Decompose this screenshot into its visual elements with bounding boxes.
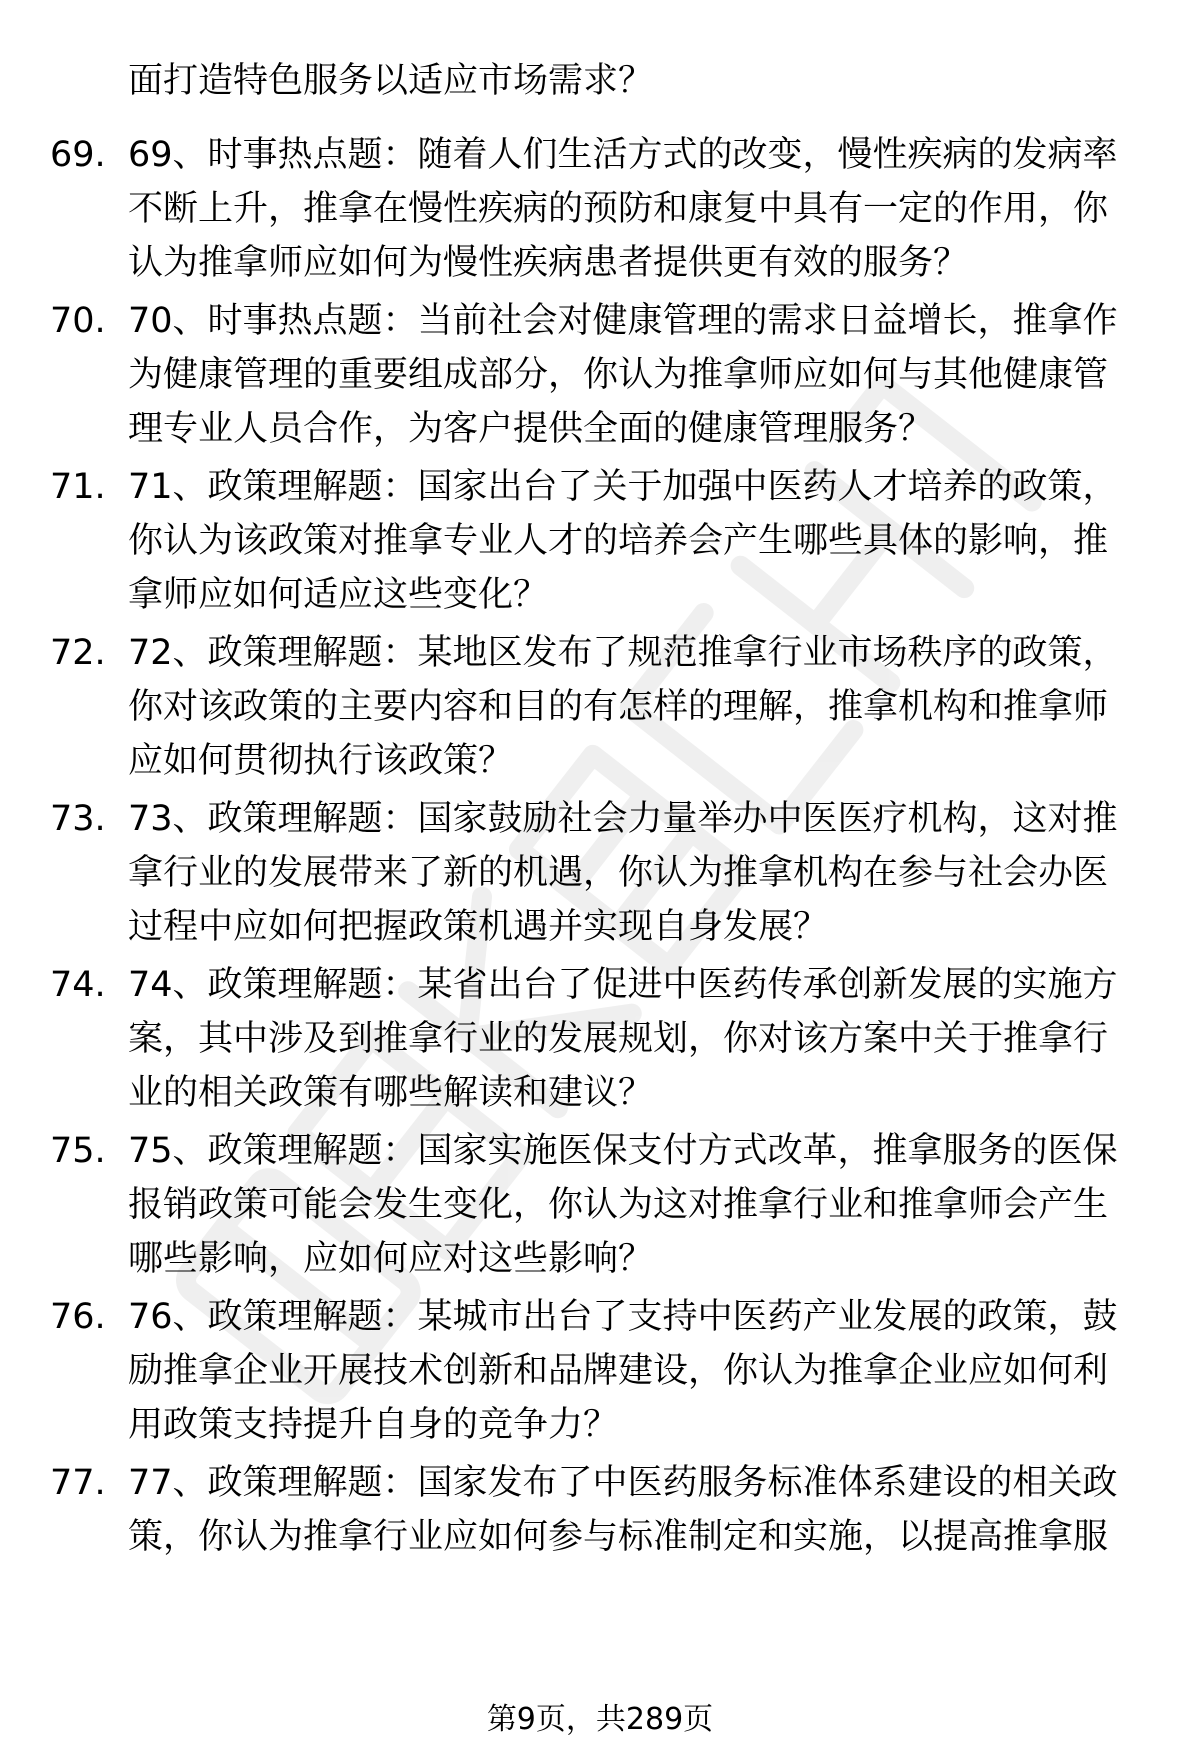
question-text [128, 294, 1148, 456]
continuation-line: 面打造特色服务以适应市场需求？ [128, 61, 654, 101]
question-text [128, 792, 1148, 954]
question-line: 拿师应如何适应这些变化？ [128, 575, 549, 615]
question-text [128, 1456, 1148, 1564]
question-line: 你认为该政策对推拿专业人才的培养会产生哪些具体的影响，推 [128, 521, 1109, 561]
question-number: 75. [50, 1131, 106, 1171]
question-line: 为健康管理的重要组成部分，你认为推拿师应如何与其他健康管 [128, 355, 1109, 395]
question-line: 你对该政策的主要内容和目的有怎样的理解，推拿机构和推拿师 [128, 687, 1109, 727]
question-line: 72、政策理解题：某地区发布了规范推拿行业市场秩序的政策， [128, 633, 1118, 673]
question-number: 70. [50, 301, 106, 341]
question-line: 73、政策理解题：国家鼓励社会力量举办中医医疗机构，这对推 [128, 799, 1118, 839]
question-line: 策，你认为推拿行业应如何参与标准制定和实施，以提高推拿服 [128, 1517, 1109, 1557]
question-line: 过程中应如何把握政策机遇并实现自身发展？ [128, 907, 829, 947]
question-line: 认为推拿师应如何为慢性疾病患者提供更有效的服务？ [128, 243, 969, 283]
question-line: 拿行业的发展带来了新的机遇，你认为推拿机构在参与社会办医 [128, 853, 1109, 893]
question-line: 70、时事热点题：当前社会对健康管理的需求日益增长，推拿作 [128, 301, 1118, 341]
question-text [128, 128, 1148, 290]
question-number: 73. [50, 799, 106, 839]
question-line: 报销政策可能会发生变化，你认为这对推拿行业和推拿师会产生 [128, 1185, 1109, 1225]
question-line: 励推拿企业开展技术创新和品牌建设，你认为推拿企业应如何利 [128, 1351, 1109, 1391]
question-line: 不断上升，推拿在慢性疾病的预防和康复中具有一定的作用，你 [128, 189, 1109, 229]
question-text [128, 626, 1148, 788]
question-line: 77、政策理解题：国家发布了中医药服务标准体系建设的相关政 [128, 1463, 1118, 1503]
page-footer: 第9页，共289页 [486, 1702, 714, 1737]
question-line: 74、政策理解题：某省出台了促进中医药传承创新发展的实施方 [128, 965, 1118, 1005]
question-text [128, 1124, 1148, 1286]
question-text [128, 460, 1148, 622]
question-number: 76. [50, 1297, 106, 1337]
question-line: 理专业人员合作，为客户提供全面的健康管理服务？ [128, 409, 934, 449]
question-line: 76、政策理解题：某城市出台了支持中医药产业发展的政策，鼓 [128, 1297, 1118, 1337]
question-line: 69、时事热点题：随着人们生活方式的改变，慢性疾病的发病率 [128, 135, 1118, 175]
question-line: 业的相关政策有哪些解读和建议？ [128, 1073, 654, 1113]
question-line: 71、政策理解题：国家出台了关于加强中医药人才培养的政策， [128, 467, 1118, 507]
question-line: 用政策支持提升自身的竞争力？ [128, 1405, 619, 1445]
question-line: 案，其中涉及到推拿行业的发展规划，你对该方案中关于推拿行 [128, 1019, 1109, 1059]
question-text [128, 1290, 1148, 1452]
question-number: 69. [50, 135, 106, 175]
question-number: 71. [50, 467, 106, 507]
question-number: 77. [50, 1463, 106, 1503]
question-line: 哪些影响，应如何应对这些影响？ [128, 1239, 654, 1279]
question-line: 应如何贯彻执行该政策？ [128, 741, 514, 781]
question-line: 75、政策理解题：国家实施医保支付方式改革，推拿服务的医保 [128, 1131, 1118, 1171]
question-number: 72. [50, 633, 106, 673]
question-number: 74. [50, 965, 106, 1005]
question-text [128, 958, 1148, 1120]
